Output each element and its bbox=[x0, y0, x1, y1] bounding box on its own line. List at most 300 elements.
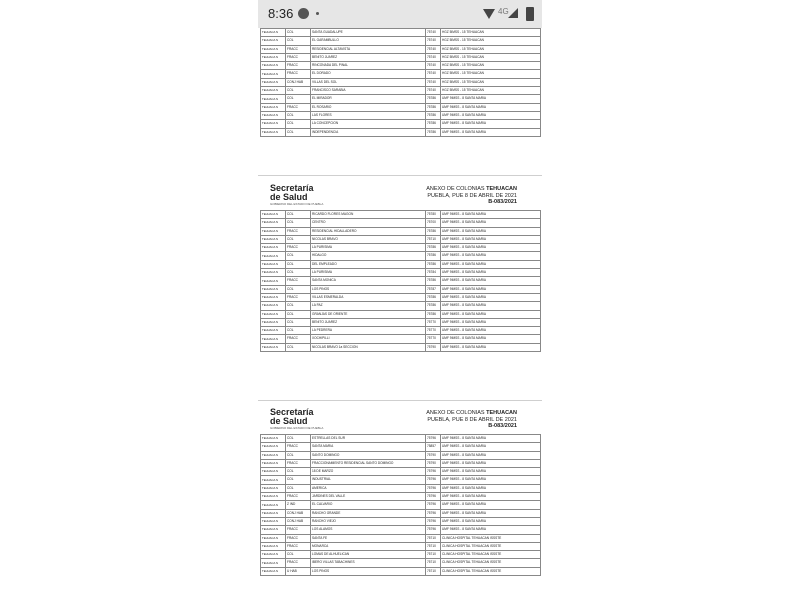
table-row bbox=[261, 277, 541, 285]
cell-type: COL bbox=[286, 87, 311, 95]
cell-type: COL bbox=[286, 211, 311, 219]
cell-municipality: TEHUACA N bbox=[261, 567, 286, 575]
table-row bbox=[261, 468, 541, 476]
cell-type: COL bbox=[286, 120, 311, 128]
cell-colonia: RINCONADA DEL PINAL bbox=[311, 62, 426, 70]
cell-type: COL bbox=[286, 285, 311, 293]
cell-clinic: UMF 9IMSS - 8 SANTA MARIA bbox=[441, 310, 541, 318]
cell-clinic: UMF 9IMSS - 8 SANTA MARIA bbox=[441, 227, 541, 235]
table-body-3 bbox=[261, 435, 541, 576]
cell-colonia: 18 DE MARZO bbox=[311, 468, 426, 476]
table-row bbox=[261, 103, 541, 111]
cell-postal-code: 75787 bbox=[426, 285, 441, 293]
cell-municipality: TEHUACA N bbox=[261, 435, 286, 443]
cell-municipality: TEHUACA N bbox=[261, 235, 286, 243]
cell-clinic: UMF 9IMSS - 8 SANTA MARIA bbox=[441, 219, 541, 227]
table-row bbox=[261, 435, 541, 443]
table-row bbox=[261, 70, 541, 78]
cell-municipality: TEHUACA N bbox=[261, 87, 286, 95]
cell-municipality: TEHUACA N bbox=[261, 260, 286, 268]
cell-type: COL bbox=[286, 252, 311, 260]
table-row bbox=[261, 302, 541, 310]
cell-colonia: JARDINES DEL VALLE bbox=[311, 493, 426, 501]
cell-clinic: UMF 9IMSS - 8 SANTA MARIA bbox=[441, 327, 541, 335]
logo-line-1: Secretaría bbox=[270, 183, 314, 193]
cell-clinic: UMF 9IMSS - 8 SANTA MARIA bbox=[441, 269, 541, 277]
cell-type: Z IND bbox=[286, 501, 311, 509]
cell-clinic: HGZ 5IMSS - 15 TEHUACAN bbox=[441, 78, 541, 86]
logo-line-2: de Salud bbox=[270, 416, 308, 426]
cell-colonia: DEL EMPLEADO bbox=[311, 260, 426, 268]
cell-postal-code: 75796 bbox=[426, 517, 441, 525]
cell-postal-code: 75710 bbox=[426, 542, 441, 550]
cell-colonia: RESIDENCIAL ALTAVISTA bbox=[311, 45, 426, 53]
cell-type: FRACC bbox=[286, 227, 311, 235]
table-row bbox=[261, 343, 541, 351]
cell-type: COL bbox=[286, 128, 311, 136]
cell-type: COL bbox=[286, 476, 311, 484]
cell-clinic: UMF 9IMSS - 8 SANTA MARIA bbox=[441, 476, 541, 484]
cell-clinic: CLINICA HOSPITAL TEHUACAN ISSSTE bbox=[441, 551, 541, 559]
cell-colonia: BENITO JUAREZ bbox=[311, 318, 426, 326]
cell-colonia: EL DORADO bbox=[311, 70, 426, 78]
cell-clinic: HGZ 5IMSS - 15 TEHUACAN bbox=[441, 53, 541, 61]
cell-colonia: LA PURISIMA bbox=[311, 244, 426, 252]
cell-municipality: TEHUACA N bbox=[261, 252, 286, 260]
cell-postal-code: 75796 bbox=[426, 476, 441, 484]
table-body-1 bbox=[261, 29, 541, 137]
logo-line-1: Secretaría bbox=[270, 407, 314, 417]
cell-postal-code: 75796 bbox=[426, 526, 441, 534]
cell-colonia: IBERO VILLAS TABACHINES bbox=[311, 559, 426, 567]
table-row bbox=[261, 227, 541, 235]
cell-clinic: UMF 9IMSS - 8 SANTA MARIA bbox=[441, 95, 541, 103]
cell-colonia: EL ROSARIO bbox=[311, 103, 426, 111]
table-row bbox=[261, 45, 541, 53]
cell-municipality: TEHUACA N bbox=[261, 95, 286, 103]
cell-clinic: CLINICA HOSPITAL TEHUACAN ISSSTE bbox=[441, 534, 541, 542]
cell-municipality: TEHUACA N bbox=[261, 318, 286, 326]
cell-colonia: LA PEDRERA bbox=[311, 327, 426, 335]
cell-colonia: VILLAS ESMERALDA bbox=[311, 293, 426, 301]
table-row bbox=[261, 285, 541, 293]
cell-postal-code: 75784 bbox=[426, 269, 441, 277]
cell-postal-code: 75710 bbox=[426, 235, 441, 243]
table-row bbox=[261, 53, 541, 61]
battery-icon bbox=[526, 7, 534, 21]
cell-clinic: UMF 9IMSS - 8 SANTA MARIA bbox=[441, 277, 541, 285]
cell-colonia: XOCHIPILLI bbox=[311, 335, 426, 343]
annex-city: TEHUACAN bbox=[486, 410, 517, 416]
cell-type: FRACC bbox=[286, 443, 311, 451]
cell-type: FRACC bbox=[286, 103, 311, 111]
logo-subtitle: GOBIERNO DEL ESTADO DE PUEBLA bbox=[270, 202, 324, 206]
cell-postal-code: 75770 bbox=[426, 335, 441, 343]
cell-municipality: TEHUACA N bbox=[261, 103, 286, 111]
cell-postal-code: 75786 bbox=[426, 252, 441, 260]
cell-colonia: NICOLAS BRAVO bbox=[311, 235, 426, 243]
cell-type: FRACC bbox=[286, 335, 311, 343]
cell-municipality: TEHUACA N bbox=[261, 509, 286, 517]
cell-postal-code: 75786 bbox=[426, 120, 441, 128]
cell-clinic: HGZ 5IMSS - 15 TEHUACAN bbox=[441, 37, 541, 45]
cell-colonia: AMERICA bbox=[311, 484, 426, 492]
cell-clinic: HGZ 5IMSS - 15 TEHUACAN bbox=[441, 29, 541, 37]
annex-date: PUEBLA, PUE 8 DE ABRIL DE 2021 bbox=[427, 416, 517, 423]
annex-title: ANEXO DE COLONIAS bbox=[426, 186, 485, 192]
cell-type: COL bbox=[286, 327, 311, 335]
cell-colonia: VILLAS DEL SOL bbox=[311, 78, 426, 86]
cell-type: COL bbox=[286, 310, 311, 318]
cell-postal-code: 75710 bbox=[426, 551, 441, 559]
cell-postal-code: 75786 bbox=[426, 111, 441, 119]
cell-postal-code: 75786 bbox=[426, 302, 441, 310]
cell-colonia: LOS PINOS bbox=[311, 285, 426, 293]
cell-colonia: FRANCISCO SARABIA bbox=[311, 87, 426, 95]
cell-colonia: ESTRELLAS DEL SUR bbox=[311, 435, 426, 443]
wifi-icon bbox=[483, 9, 495, 19]
cell-type: FRACC bbox=[286, 45, 311, 53]
cell-clinic: UMF 9IMSS - 8 SANTA MARIA bbox=[441, 501, 541, 509]
cell-municipality: TEHUACA N bbox=[261, 293, 286, 301]
cell-colonia: RANCHO GRANDE bbox=[311, 509, 426, 517]
table-row bbox=[261, 526, 541, 534]
cell-type: FRACC bbox=[286, 459, 311, 467]
table-row bbox=[261, 567, 541, 575]
cell-municipality: TEHUACA N bbox=[261, 29, 286, 37]
cell-colonia: EL GARAMBULLO bbox=[311, 37, 426, 45]
logo-line-2: de Salud bbox=[270, 192, 308, 202]
table-row bbox=[261, 293, 541, 301]
cell-type: COL bbox=[286, 302, 311, 310]
cell-municipality: TEHUACA N bbox=[261, 484, 286, 492]
table-row bbox=[261, 128, 541, 136]
cell-colonia: LA PAZ bbox=[311, 302, 426, 310]
cell-colonia: EL MIRADOR bbox=[311, 95, 426, 103]
cell-type: COL bbox=[286, 111, 311, 119]
table-row bbox=[261, 327, 541, 335]
annex-code: B-083/2021 bbox=[488, 423, 517, 429]
cell-colonia: SANTA MONICA bbox=[311, 277, 426, 285]
cell-municipality: TEHUACA N bbox=[261, 219, 286, 227]
cell-clinic: HGZ 5IMSS - 15 TEHUACAN bbox=[441, 45, 541, 53]
cell-type: COL bbox=[286, 29, 311, 37]
cell-municipality: TEHUACA N bbox=[261, 559, 286, 567]
cell-type: FRACC bbox=[286, 542, 311, 550]
cell-municipality: TEHUACA N bbox=[261, 551, 286, 559]
cell-postal-code: 75710 bbox=[426, 534, 441, 542]
table-row bbox=[261, 269, 541, 277]
cell-postal-code: 75710 bbox=[426, 559, 441, 567]
table-row bbox=[261, 509, 541, 517]
cell-clinic: UMF 9IMSS - 8 SANTA MARIA bbox=[441, 293, 541, 301]
cell-postal-code: 75740 bbox=[426, 70, 441, 78]
cell-type: COL bbox=[286, 435, 311, 443]
cell-municipality: TEHUACA N bbox=[261, 451, 286, 459]
page-1 bbox=[258, 28, 542, 138]
cell-colonia: SANTA GUADALUPE bbox=[311, 29, 426, 37]
cell-municipality: TEHUACA N bbox=[261, 542, 286, 550]
cell-postal-code: 75786 bbox=[426, 293, 441, 301]
cell-type: FRACC bbox=[286, 559, 311, 567]
cell-postal-code: 75740 bbox=[426, 45, 441, 53]
cell-colonia: GRANJAS DE ORIENTE bbox=[311, 310, 426, 318]
network-type: 4G bbox=[498, 7, 509, 16]
cell-type: COL bbox=[286, 219, 311, 227]
table-row bbox=[261, 310, 541, 318]
cell-municipality: TEHUACA N bbox=[261, 37, 286, 45]
cell-clinic: HGZ 5IMSS - 15 TEHUACAN bbox=[441, 70, 541, 78]
messenger-icon bbox=[298, 8, 309, 19]
cell-municipality: TEHUACA N bbox=[261, 302, 286, 310]
cell-clinic: HGZ 5IMSS - 15 TEHUACAN bbox=[441, 87, 541, 95]
cell-postal-code: 75786 bbox=[426, 103, 441, 111]
table-row bbox=[261, 244, 541, 252]
annex-title: ANEXO DE COLONIAS bbox=[426, 410, 485, 416]
cell-colonia: EL CALVARIO bbox=[311, 501, 426, 509]
table-row bbox=[261, 120, 541, 128]
cell-postal-code: 75796 bbox=[426, 484, 441, 492]
cell-clinic: UMF 9IMSS - 8 SANTA MARIA bbox=[441, 211, 541, 219]
table-row bbox=[261, 476, 541, 484]
cell-municipality: TEHUACA N bbox=[261, 501, 286, 509]
cell-colonia: FRACCIONAMIENTO RESIDENCIAL SANTO DOMINGO bbox=[311, 459, 426, 467]
cell-municipality: TEHUACA N bbox=[261, 468, 286, 476]
cell-postal-code: 75740 bbox=[426, 78, 441, 86]
cell-postal-code: 75786 bbox=[426, 128, 441, 136]
cell-municipality: TEHUACA N bbox=[261, 459, 286, 467]
cell-municipality: TEHUACA N bbox=[261, 327, 286, 335]
page-header bbox=[258, 404, 542, 438]
cell-clinic: CLINICA HOSPITAL TEHUACAN ISSSTE bbox=[441, 567, 541, 575]
cell-clinic: UMF 9IMSS - 8 SANTA MARIA bbox=[441, 435, 541, 443]
cell-municipality: TEHUACA N bbox=[261, 343, 286, 351]
cell-clinic: UMF 9IMSS - 8 SANTA MARIA bbox=[441, 103, 541, 111]
page-2 bbox=[258, 180, 542, 365]
cell-type: COL bbox=[286, 235, 311, 243]
table-row bbox=[261, 534, 541, 542]
cell-type: FRACC bbox=[286, 534, 311, 542]
cell-colonia: SANTO DOMINGO bbox=[311, 451, 426, 459]
cell-municipality: TEHUACA N bbox=[261, 493, 286, 501]
table-row bbox=[261, 111, 541, 119]
cell-colonia: LOMAS DE ALHUELICAN bbox=[311, 551, 426, 559]
cell-type: COL bbox=[286, 551, 311, 559]
cell-municipality: TEHUACA N bbox=[261, 53, 286, 61]
cell-colonia: LA PURISIMA bbox=[311, 269, 426, 277]
cell-clinic: UMF 9IMSS - 8 SANTA MARIA bbox=[441, 443, 541, 451]
table-row bbox=[261, 29, 541, 37]
cell-postal-code: 75796 bbox=[426, 501, 441, 509]
cell-type: FRACC bbox=[286, 493, 311, 501]
cell-municipality: TEHUACA N bbox=[261, 244, 286, 252]
cell-clinic: UMF 9IMSS - 8 SANTA MARIA bbox=[441, 111, 541, 119]
cell-colonia: INDUSTRIAL bbox=[311, 476, 426, 484]
cell-clinic: CLINICA HOSPITAL TEHUACAN ISSSTE bbox=[441, 559, 541, 567]
table-row bbox=[261, 235, 541, 243]
cell-postal-code: 75790 bbox=[426, 459, 441, 467]
table-row bbox=[261, 501, 541, 509]
cell-clinic: UMF 9IMSS - 8 SANTA MARIA bbox=[441, 509, 541, 517]
cell-colonia: RESIDENCIAL HIDALLADERO bbox=[311, 227, 426, 235]
cell-colonia: RICARDO FLORES MAGON bbox=[311, 211, 426, 219]
cell-colonia: LOS ALAMOS bbox=[311, 526, 426, 534]
cell-colonia: LAS FLORES bbox=[311, 111, 426, 119]
cell-municipality: TEHUACA N bbox=[261, 277, 286, 285]
table-row bbox=[261, 252, 541, 260]
cell-postal-code: 75786 bbox=[426, 277, 441, 285]
colonias-table-2 bbox=[260, 210, 541, 352]
cell-postal-code: 75786 bbox=[426, 310, 441, 318]
cell-type: FRACC bbox=[286, 244, 311, 252]
cell-clinic: UMF 9IMSS - 8 SANTA MARIA bbox=[441, 260, 541, 268]
cell-type: COL bbox=[286, 95, 311, 103]
status-time: 8:36 bbox=[268, 6, 294, 21]
cell-municipality: TEHUACA N bbox=[261, 211, 286, 219]
cell-municipality: TEHUACA N bbox=[261, 120, 286, 128]
colonias-table-1 bbox=[260, 28, 541, 137]
cell-municipality: TEHUACA N bbox=[261, 310, 286, 318]
cell-type: COL bbox=[286, 343, 311, 351]
notification-dot-icon bbox=[316, 12, 319, 15]
cell-clinic: UMF 9IMSS - 8 SANTA MARIA bbox=[441, 484, 541, 492]
cell-clinic: UMF 9IMSS - 8 SANTA MARIA bbox=[441, 517, 541, 525]
cell-clinic: UMF 9IMSS - 8 SANTA MARIA bbox=[441, 493, 541, 501]
cell-colonia: LA CONCEPCION bbox=[311, 120, 426, 128]
cell-colonia: RANCHO VIEJO bbox=[311, 517, 426, 525]
cell-clinic: UMF 9IMSS - 8 SANTA MARIA bbox=[441, 244, 541, 252]
table-row bbox=[261, 87, 541, 95]
cell-postal-code: 75786 bbox=[426, 227, 441, 235]
cell-postal-code: 75857 bbox=[426, 443, 441, 451]
table-row bbox=[261, 451, 541, 459]
table-row bbox=[261, 551, 541, 559]
table-row bbox=[261, 219, 541, 227]
cell-municipality: TEHUACA N bbox=[261, 111, 286, 119]
annex-heading bbox=[426, 186, 517, 206]
table-row bbox=[261, 484, 541, 492]
cell-municipality: TEHUACA N bbox=[261, 526, 286, 534]
cell-postal-code: 75740 bbox=[426, 53, 441, 61]
table-row bbox=[261, 95, 541, 103]
page-divider bbox=[258, 400, 542, 401]
cell-municipality: TEHUACA N bbox=[261, 285, 286, 293]
cell-postal-code: 75796 bbox=[426, 435, 441, 443]
cell-postal-code: 75780 bbox=[426, 211, 441, 219]
cell-type: FRACC bbox=[286, 62, 311, 70]
cell-colonia: LOS PINOS bbox=[311, 567, 426, 575]
table-row bbox=[261, 335, 541, 343]
table-row bbox=[261, 318, 541, 326]
cell-postal-code: 75710 bbox=[426, 567, 441, 575]
secretaria-de-salud-logo bbox=[270, 184, 323, 207]
cell-type: FRACC bbox=[286, 526, 311, 534]
cell-clinic: HGZ 5IMSS - 15 TEHUACAN bbox=[441, 62, 541, 70]
table-row bbox=[261, 542, 541, 550]
cell-postal-code: 75796 bbox=[426, 509, 441, 517]
cell-type: FRACC bbox=[286, 53, 311, 61]
cell-postal-code: 75796 bbox=[426, 468, 441, 476]
cell-postal-code: 75790 bbox=[426, 343, 441, 351]
status-bar bbox=[258, 0, 542, 28]
cell-clinic: UMF 9IMSS - 8 SANTA MARIA bbox=[441, 526, 541, 534]
cell-municipality: TEHUACA N bbox=[261, 78, 286, 86]
cell-type: U HAB bbox=[286, 567, 311, 575]
cell-clinic: UMF 9IMSS - 8 SANTA MARIA bbox=[441, 451, 541, 459]
cell-type: COL bbox=[286, 468, 311, 476]
cell-municipality: TEHUACA N bbox=[261, 227, 286, 235]
table-row bbox=[261, 459, 541, 467]
cell-colonia: MONARCA bbox=[311, 542, 426, 550]
cell-type: COL bbox=[286, 269, 311, 277]
cell-clinic: UMF 9IMSS - 8 SANTA MARIA bbox=[441, 468, 541, 476]
page-divider bbox=[258, 175, 542, 176]
table-row bbox=[261, 260, 541, 268]
cell-clinic: UMF 9IMSS - 8 SANTA MARIA bbox=[441, 128, 541, 136]
cell-colonia: INDEPENDENCIA bbox=[311, 128, 426, 136]
cell-type: COL bbox=[286, 484, 311, 492]
cell-postal-code: 75740 bbox=[426, 29, 441, 37]
cell-postal-code: 75786 bbox=[426, 260, 441, 268]
annex-heading bbox=[426, 410, 517, 430]
cell-clinic: UMF 9IMSS - 8 SANTA MARIA bbox=[441, 235, 541, 243]
cell-municipality: TEHUACA N bbox=[261, 128, 286, 136]
page-3 bbox=[258, 404, 542, 589]
cell-type: CONJ HAB bbox=[286, 78, 311, 86]
cell-type: COL bbox=[286, 37, 311, 45]
cell-type: COL bbox=[286, 318, 311, 326]
cell-type: COL bbox=[286, 260, 311, 268]
cell-colonia: SANTA FE bbox=[311, 534, 426, 542]
cell-municipality: TEHUACA N bbox=[261, 269, 286, 277]
table-row bbox=[261, 493, 541, 501]
cell-clinic: UMF 9IMSS - 8 SANTA MARIA bbox=[441, 318, 541, 326]
cell-clinic: UMF 9IMSS - 8 SANTA MARIA bbox=[441, 252, 541, 260]
colonias-table-3 bbox=[260, 434, 541, 576]
cell-postal-code: 75740 bbox=[426, 87, 441, 95]
cell-postal-code: 75796 bbox=[426, 493, 441, 501]
cell-type: FRACC bbox=[286, 70, 311, 78]
cell-municipality: TEHUACA N bbox=[261, 70, 286, 78]
cell-clinic: UMF 9IMSS - 8 SANTA MARIA bbox=[441, 335, 541, 343]
cell-type: COL bbox=[286, 451, 311, 459]
cell-municipality: TEHUACA N bbox=[261, 443, 286, 451]
cell-type: CONJ HAB bbox=[286, 509, 311, 517]
annex-code: B-083/2021 bbox=[488, 199, 517, 205]
table-row bbox=[261, 37, 541, 45]
annex-city: TEHUACAN bbox=[486, 186, 517, 192]
cell-postal-code: 75786 bbox=[426, 244, 441, 252]
cell-municipality: TEHUACA N bbox=[261, 517, 286, 525]
cell-postal-code: 75770 bbox=[426, 327, 441, 335]
cell-postal-code: 75740 bbox=[426, 62, 441, 70]
cell-colonia: HIDALGO bbox=[311, 252, 426, 260]
table-body-2 bbox=[261, 211, 541, 352]
table-row bbox=[261, 443, 541, 451]
table-row bbox=[261, 78, 541, 86]
annex-date: PUEBLA, PUE 8 DE ABRIL DE 2021 bbox=[427, 192, 517, 199]
cell-clinic: UMF 9IMSS - 8 SANTA MARIA bbox=[441, 343, 541, 351]
table-row bbox=[261, 62, 541, 70]
table-row bbox=[261, 211, 541, 219]
table-row bbox=[261, 559, 541, 567]
cell-municipality: TEHUACA N bbox=[261, 62, 286, 70]
cell-municipality: TEHUACA N bbox=[261, 534, 286, 542]
signal-icon bbox=[508, 8, 518, 18]
cell-postal-code: 75740 bbox=[426, 37, 441, 45]
cell-postal-code: 75700 bbox=[426, 219, 441, 227]
logo-subtitle: GOBIERNO DEL ESTADO DE PUEBLA bbox=[270, 426, 324, 430]
